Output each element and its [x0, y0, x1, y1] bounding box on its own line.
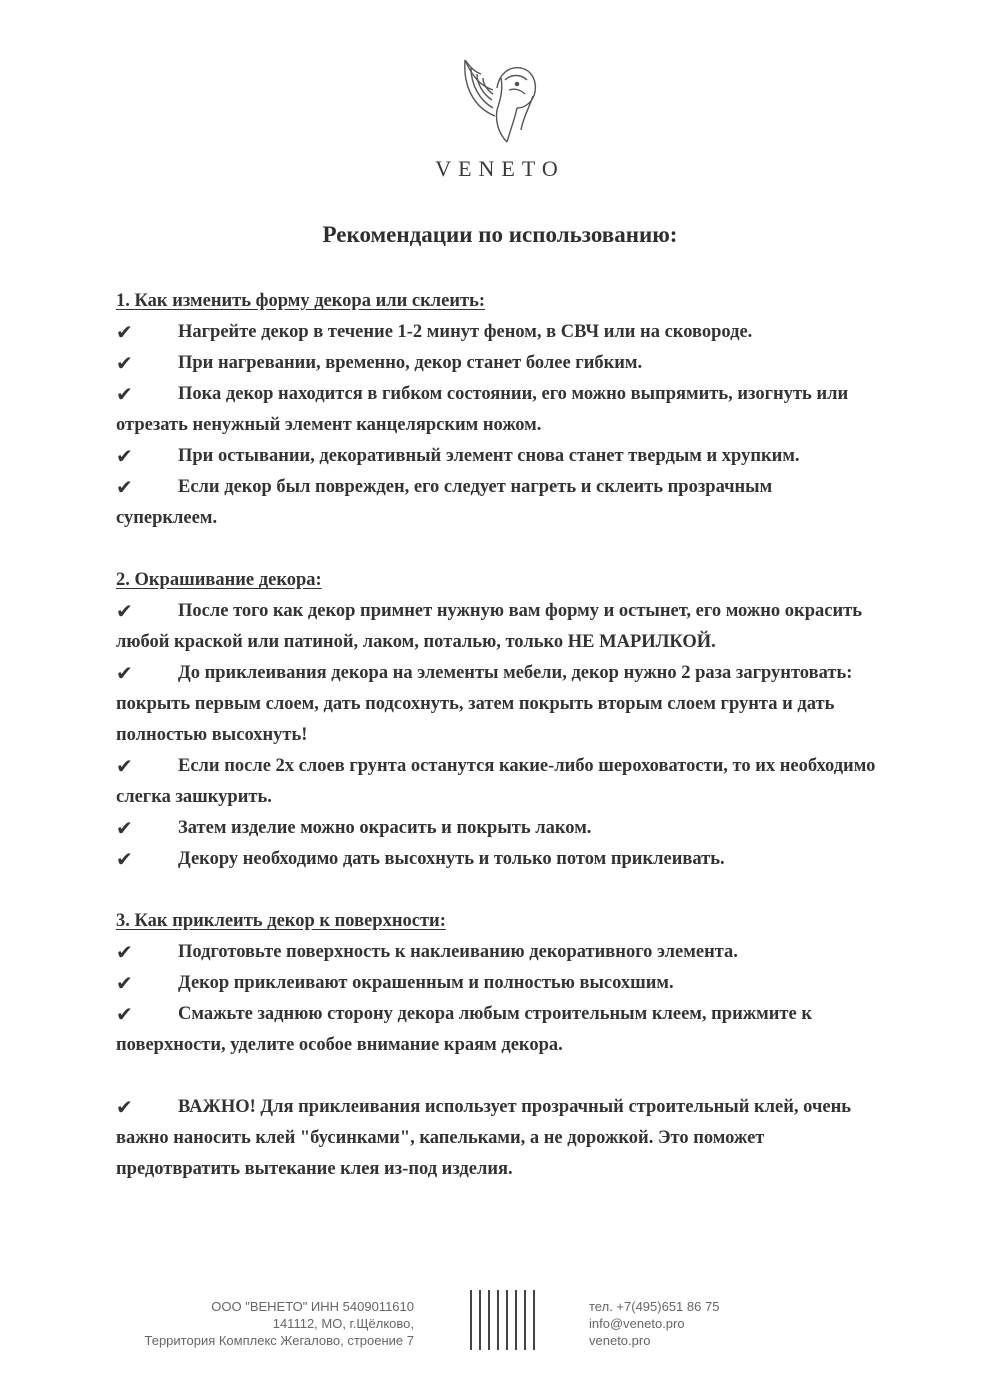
list-item	[116, 813, 876, 844]
winged-lion-icon	[445, 38, 555, 148]
list-item	[116, 999, 876, 1061]
list-item	[116, 844, 876, 875]
list-item	[116, 379, 876, 441]
check-icon: ✔	[116, 940, 133, 964]
item-text: ВАЖНО! Для приклеивания использует прозрачный строительный клей, очень важно наносить клей "бусинками", капельками, а не дорожкой. Это поможет предотвратить вытекание клея из-под изделия.	[116, 1097, 852, 1179]
section-title: 1. Как изменить форму декора или склеить:	[116, 291, 486, 311]
brand-logo	[0, 38, 1000, 182]
phone[interactable]: тел. +7(495)651 86 75	[589, 1299, 720, 1314]
check-icon: ✔	[116, 1002, 133, 1026]
item-text: При нагревании, временно, декор станет более гибким.	[178, 353, 643, 373]
check-icon: ✔	[116, 320, 133, 344]
website-link[interactable]: veneto.pro	[589, 1333, 651, 1348]
check-icon: ✔	[116, 351, 133, 375]
list-item	[116, 968, 876, 999]
item-text: Нагрейте декор в течение 1-2 минут феном, в СВЧ или на сковороде.	[178, 322, 753, 342]
check-icon: ✔	[116, 382, 133, 406]
section-title: 2. Окрашивание декора:	[116, 570, 322, 590]
footer	[0, 1290, 1000, 1360]
item-text: Если после 2х слоев грунта останутся какие-либо шероховатости, то их необходимо слегка зашкурить.	[116, 756, 876, 807]
check-icon: ✔	[116, 816, 133, 840]
item-text: При остывании, декоративный элемент снова станет твердым и хрупким.	[178, 446, 800, 466]
list-item	[116, 937, 876, 968]
item-text: Декору необходимо дать высохнуть и только потом приклеивать.	[178, 849, 725, 869]
list-item	[116, 596, 876, 658]
item-text: Затем изделие можно окрасить и покрыть лаком.	[178, 818, 592, 838]
brand-name: VENETO	[435, 156, 565, 181]
section-shape	[116, 286, 876, 534]
item-text: Смажьте заднюю сторону декора любым строительным клеем, прижмите к поверхности, уделите особое внимание краям декора.	[116, 1004, 813, 1055]
list-item	[116, 348, 876, 379]
list-item	[116, 658, 876, 751]
check-icon: ✔	[116, 444, 133, 468]
check-icon: ✔	[116, 475, 133, 499]
vertical-lines-icon	[470, 1290, 540, 1350]
section-painting	[116, 565, 876, 875]
contact-info	[589, 1298, 719, 1349]
check-icon: ✔	[116, 661, 133, 685]
company-line: 141112, МО, г.Щёлково,	[272, 1316, 414, 1331]
list-item	[116, 1092, 876, 1185]
list-item	[116, 472, 876, 534]
item-text: Если декор был поврежден, его следует нагреть и склеить прозрачным суперклеем.	[116, 477, 773, 528]
company-info	[145, 1298, 414, 1349]
content	[116, 286, 876, 1216]
item-text: После того как декор примнет нужную вам форму и остынет, его можно окрасить любой краской или патиной, лаком, поталью, только НЕ МАРИЛКОЙ.	[116, 601, 862, 652]
item-text: Подготовьте поверхность к наклеиванию декоративного элемента.	[178, 942, 738, 962]
item-text: Декор приклеивают окрашенным и полностью высохшим.	[178, 973, 674, 993]
email-link[interactable]: info@veneto.pro	[589, 1316, 685, 1331]
check-icon: ✔	[116, 599, 133, 623]
section-title: 3. Как приклеить декор к поверхности:	[116, 911, 446, 931]
section-important	[116, 1092, 876, 1185]
list-item	[116, 317, 876, 348]
company-line: ООО "ВЕНЕТО" ИНН 5409011610	[211, 1299, 414, 1314]
section-gluing	[116, 906, 876, 1061]
check-icon: ✔	[116, 847, 133, 871]
check-icon: ✔	[116, 1095, 133, 1119]
page-title: Рекомендации по использованию:	[322, 222, 678, 247]
list-item	[116, 751, 876, 813]
list-item	[116, 441, 876, 472]
check-icon: ✔	[116, 971, 133, 995]
item-text: До приклеивания декора на элементы мебели, декор нужно 2 раза загрунтовать: покрыть первым слоем, дать подсохнуть, затем покрыть вторым слоем грунта и дать полностью высохнуть!	[116, 663, 853, 745]
company-line: Территория Комплекс Жегалово, строение 7	[144, 1333, 414, 1348]
item-text: Пока декор находится в гибком состоянии, его можно выпрямить, изогнуть или отрезать ненужный элемент канцелярским ножом.	[116, 384, 849, 435]
check-icon: ✔	[116, 754, 133, 778]
